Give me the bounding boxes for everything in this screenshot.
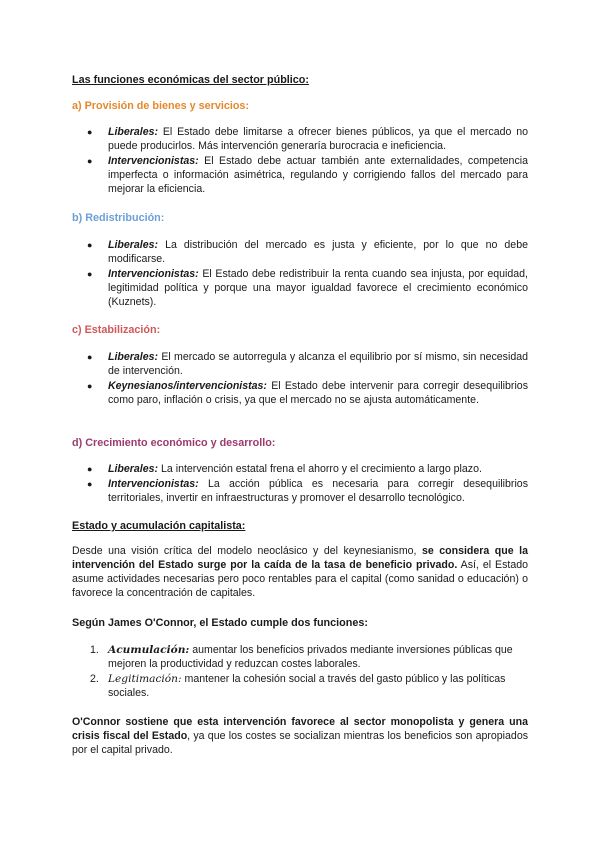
item-label: Intervencionistas: (108, 155, 199, 167)
item-text: aumentar los beneficios privados mediante inversiones públicas que mejoren la productividad y reduzcan costes laborales. (108, 644, 513, 670)
conclusion-paragraph (72, 715, 528, 757)
bullet-icon: ● (87, 381, 93, 391)
paragraph-emphasis: se considera que la intervención del Estado surge por la caída de la tasa de beneficio privado. (72, 545, 528, 571)
item-text: La distribución del mercado es justa y eficiente, por lo que no debe modificarse. (108, 239, 528, 265)
section-heading-provision: a) Provisión de bienes y servicios: (72, 100, 250, 112)
item-number: 1. (90, 644, 99, 656)
item-text: mantener la cohesión social a través del gasto público y las políticas sociales. (108, 673, 506, 699)
item-label: Liberales: (108, 463, 159, 475)
bullet-icon: ● (87, 464, 93, 474)
item-text: El mercado se autorregula y alcanza el equilibrio por sí mismo, sin necesidad de intervención. (108, 351, 528, 377)
oconnor-heading: Según James O'Connor, el Estado cumple dos funciones: (72, 617, 368, 629)
item-label: Liberales: (108, 351, 159, 363)
item-label: Legitimación: (108, 673, 182, 685)
bullet-icon: ● (87, 269, 93, 279)
bullet-icon: ● (87, 352, 93, 362)
list-item (72, 267, 528, 309)
bullet-list-redistribution (72, 238, 528, 310)
bullet-icon: ● (87, 156, 93, 166)
section-heading-stabilization: c) Estabilización: (72, 324, 161, 336)
item-text: El Estado debe intervenir para corregir desequilibrios como paro, inflación o crisis, ya que el mercado no se ajusta automáticamente. (108, 380, 528, 406)
bullet-list-provision (72, 125, 528, 197)
list-item (72, 672, 528, 700)
bullet-list-stabilization (72, 350, 528, 408)
item-text: La acción pública es necesaria para corregir desequilibrios territoriales, invertir en infraestructuras y promover el desarrollo tecnológico. (108, 478, 528, 504)
list-item (72, 350, 528, 378)
list-item (72, 462, 528, 476)
paragraph-text: Desde una visión crítica del modelo neoclásico y del keynesianismo, (72, 545, 422, 557)
item-text: La intervención estatal frena el ahorro y el crecimiento a largo plazo. (158, 463, 482, 475)
bullet-icon: ● (87, 479, 93, 489)
list-item (72, 125, 528, 153)
item-label: Acumulación: (108, 644, 190, 656)
bullet-list-growth (72, 462, 528, 506)
paragraph-text: Así, el Estado asume actividades necesarias pero poco rentables para el capital (como sanidad o educación) o favorece la concentración de capitales. (72, 559, 528, 599)
list-item (72, 238, 528, 266)
capital-paragraph (72, 544, 528, 600)
item-label: Liberales: (108, 126, 159, 138)
item-label: Intervencionistas: (108, 268, 199, 280)
list-item (72, 477, 528, 505)
item-label: Keynesianos/intervencionistas: (108, 380, 267, 392)
item-text: El Estado debe actuar también ante externalidades, competencia imperfecta o información asimétrica, regulando y corrigiendo fallos del mercado para mejorar la eficiencia. (108, 155, 528, 195)
item-label: Intervencionistas: (108, 478, 199, 490)
item-number: 2. (90, 673, 99, 685)
item-label: Liberales: (108, 239, 159, 251)
bullet-icon: ● (87, 127, 93, 137)
section-heading-growth: d) Crecimiento económico y desarrollo: (72, 437, 276, 449)
item-text: El Estado debe redistribuir la renta cuando sea injusta, por equidad, legitimidad política y porque una mayor igualdad favorece el crecimiento económico (Kuznets). (108, 268, 528, 308)
functions-list (72, 643, 528, 701)
list-item (72, 643, 528, 671)
bullet-icon: ● (87, 240, 93, 250)
section-heading-redistribution: b) Redistribución: (72, 212, 165, 224)
paragraph-text: , ya que los costes se socializan mientras los beneficios son apropiados por el capital privado. (72, 730, 529, 756)
section-heading-capital: Estado y acumulación capitalista: (72, 520, 246, 532)
list-item (72, 154, 528, 196)
list-item (72, 379, 528, 407)
item-text: El Estado debe limitarse a ofrecer bienes públicos, ya que el mercado no puede producirlos. Más intervención generaría burocracia e ineficiencia. (108, 126, 528, 152)
paragraph-emphasis: O'Connor sostiene que esta intervención favorece al sector monopolista y genera una crisis fiscal del Estado (72, 716, 528, 742)
page-title: Las funciones económicas del sector público: (72, 74, 309, 86)
